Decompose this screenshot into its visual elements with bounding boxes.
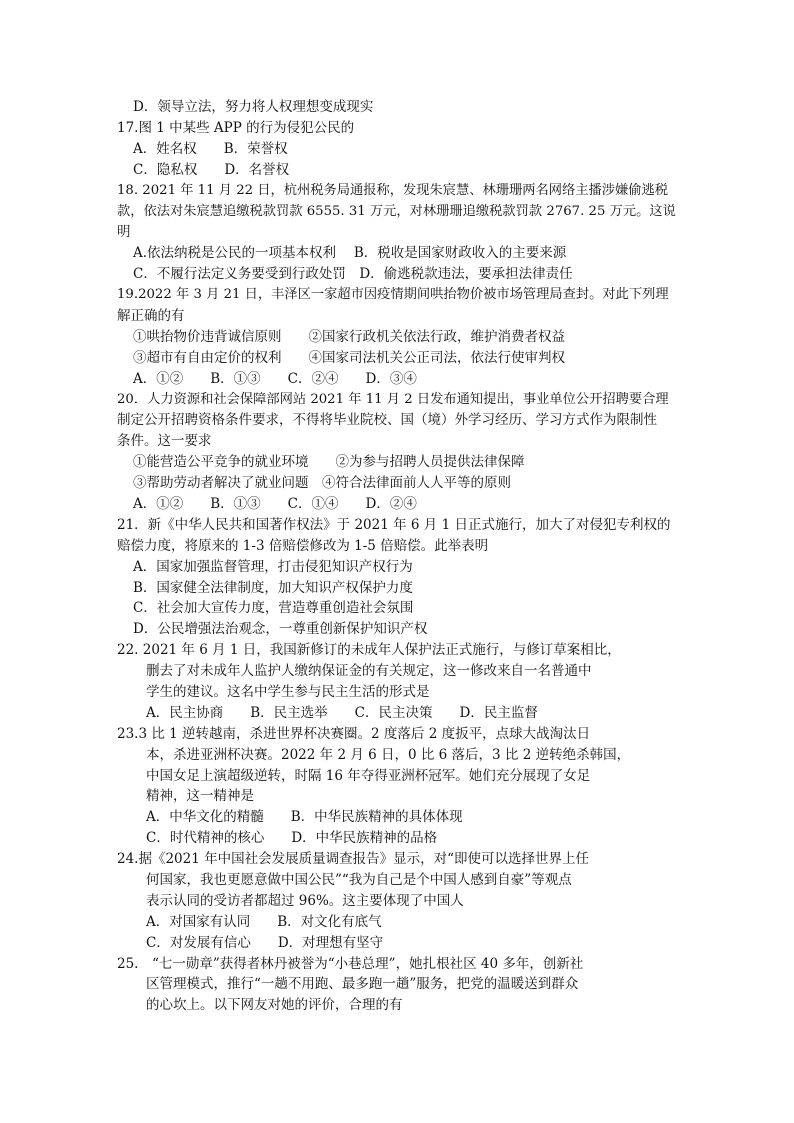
- option-line: A．①② B．①③ C．②④ D．③④: [133, 371, 417, 387]
- question-25: 25. “七一勋章”获得者林丹被誉为“小巷总理”，她扎根社区 40 多年，创新社: [117, 956, 584, 972]
- option-line: A．国家加强监督管理，打击侵犯知识产权行为: [133, 559, 413, 575]
- question-18-text: 明: [117, 224, 131, 240]
- question-22-text: 删去了对未成年人监护人缴纳保证金的有关规定，这一修改来自一名普通中: [146, 663, 592, 679]
- question-22: 22. 2021 年 6 月 1 日，我国新修订的未成年人保护法正式施行，与修订草案相比，: [117, 642, 621, 658]
- question-23: 23.3 比 1 逆转越南，杀进世界杯决赛圈。2 度落后 2 度扳平，点球大战淘汰日: [117, 726, 591, 742]
- question-17: 17.图 1 中某些 APP 的行为侵犯公民的: [117, 120, 355, 136]
- question-24-text: 表示认同的受访者都超过 96%。这主要体现了中国人: [146, 893, 464, 909]
- option-line: A．姓名权 B．荣誉权: [133, 141, 288, 157]
- question-18: 18. 2021 年 11 月 22 日，杭州税务局通报称，发现朱宸慧、林珊珊两名网络主播涉嫌偷逃税: [117, 183, 669, 198]
- question-20: 20．人力资源和社会保障部网站 2021 年 11 月 2 日发布通知提出，事业单位公开招聘要合理: [117, 392, 669, 407]
- statement-line: ③帮助劳动者解决了就业问题 ④符合法律面前人人平等的原则: [133, 475, 511, 491]
- option-line: A．中华文化的精髓 B．中华民族精神的具体体现: [146, 809, 463, 825]
- option-line: C．隐私权 D．名誉权: [133, 162, 290, 178]
- question-21: 21．新《中华人民共和国著作权法》于 2021 年 6 月 1 日正式施行，加大了对侵犯专利权的: [117, 517, 671, 533]
- option-line: D．领导立法，努力将人权理想变成现实: [133, 99, 374, 115]
- option-line: C．不履行法定义务要受到行政处罚 D．偷逃税款违法，要承担法律责任: [133, 266, 573, 282]
- option-line: B．国家健全法律制度，加大知识产权保护力度: [133, 580, 413, 596]
- question-25-text: 区管理模式，推行“一趟不用跑、最多跑一趟”服务，把党的温暖送到群众: [146, 976, 579, 992]
- question-24: 24.据《2021 年中国社会发展质量调查报告》显示，对“即使可以选择世界上任: [117, 851, 590, 867]
- question-25-text: 的心坎上。以下网友对她的评价，合理的有: [146, 997, 403, 1013]
- question-23-text: 本，杀进亚洲杯决赛。2022 年 2 月 6 日，0 比 6 落后，3 比 2 逆转绝杀韩国，: [146, 747, 631, 763]
- option-line: D．公民增强法治观念，一尊重创新保护知识产权: [133, 621, 428, 637]
- statement-line: ①哄抬物价违背诚信原则 ②国家行政机关依法行政，维护消费者权益: [133, 329, 565, 345]
- question-20-text: 制定公开招聘资格条件要求，不得将毕业院校、国（境）外学习经历、学习方式作为限制性: [117, 412, 657, 428]
- option-line: C．对发展有信心 D．对理想有坚守: [146, 935, 384, 951]
- option-line: A．①② B．①③ C．①④ D．②④: [133, 496, 417, 512]
- option-line: C．社会加大宣传力度，营造尊重创造社会氛围: [133, 600, 414, 616]
- option-line: A.依法纳税是公民的一项基本权利 B．税收是国家财政收入的主要来源: [133, 245, 567, 261]
- question-20-text: 条件。这一要求: [117, 433, 212, 449]
- question-19-text: 解正确的有: [117, 308, 185, 324]
- question-23-text: 精神，这一精神是: [146, 788, 254, 804]
- statement-line: ①能营造公平竞争的就业环境 ②为参与招聘人员提供法律保障: [133, 454, 525, 470]
- question-22-text: 学生的建议。这名中学生参与民主生活的形式是: [146, 684, 430, 700]
- question-24-text: 何国家，我也更愿意做中国公民”“我为自己是个中国人感到自豪”等观点: [146, 872, 572, 888]
- question-23-text: 中国女足上演超级逆转，时隔 16 年夺得亚洲杯冠军。她们充分展现了女足: [146, 768, 591, 784]
- question-21-text: 赔偿力度，将原来的 1-3 倍赔偿修改为 1-5 倍赔偿。此举表明: [117, 538, 489, 554]
- option-line: C．时代精神的核心 D．中华民族精神的品格: [146, 830, 438, 846]
- statement-line: ③超市有自由定价的权利 ④国家司法机关公正司法，依法行使审判权: [133, 350, 565, 366]
- option-line: A．民主协商 B．民主选举 C．民主决策 D．民主监督: [146, 705, 538, 721]
- option-line: A．对国家有认同 B．对文化有底气: [146, 914, 382, 930]
- question-19: 19.2022 年 3 月 21 日，丰泽区一家超市因疫情期间哄抬物价被市场管理局查封。对此下列理: [117, 287, 669, 302]
- question-18-text: 款，依法对朱宸慧追缴税款罚款 6555. 31 万元，对林珊珊追缴税款罚款 2767. 25 万元。这说: [117, 204, 676, 219]
